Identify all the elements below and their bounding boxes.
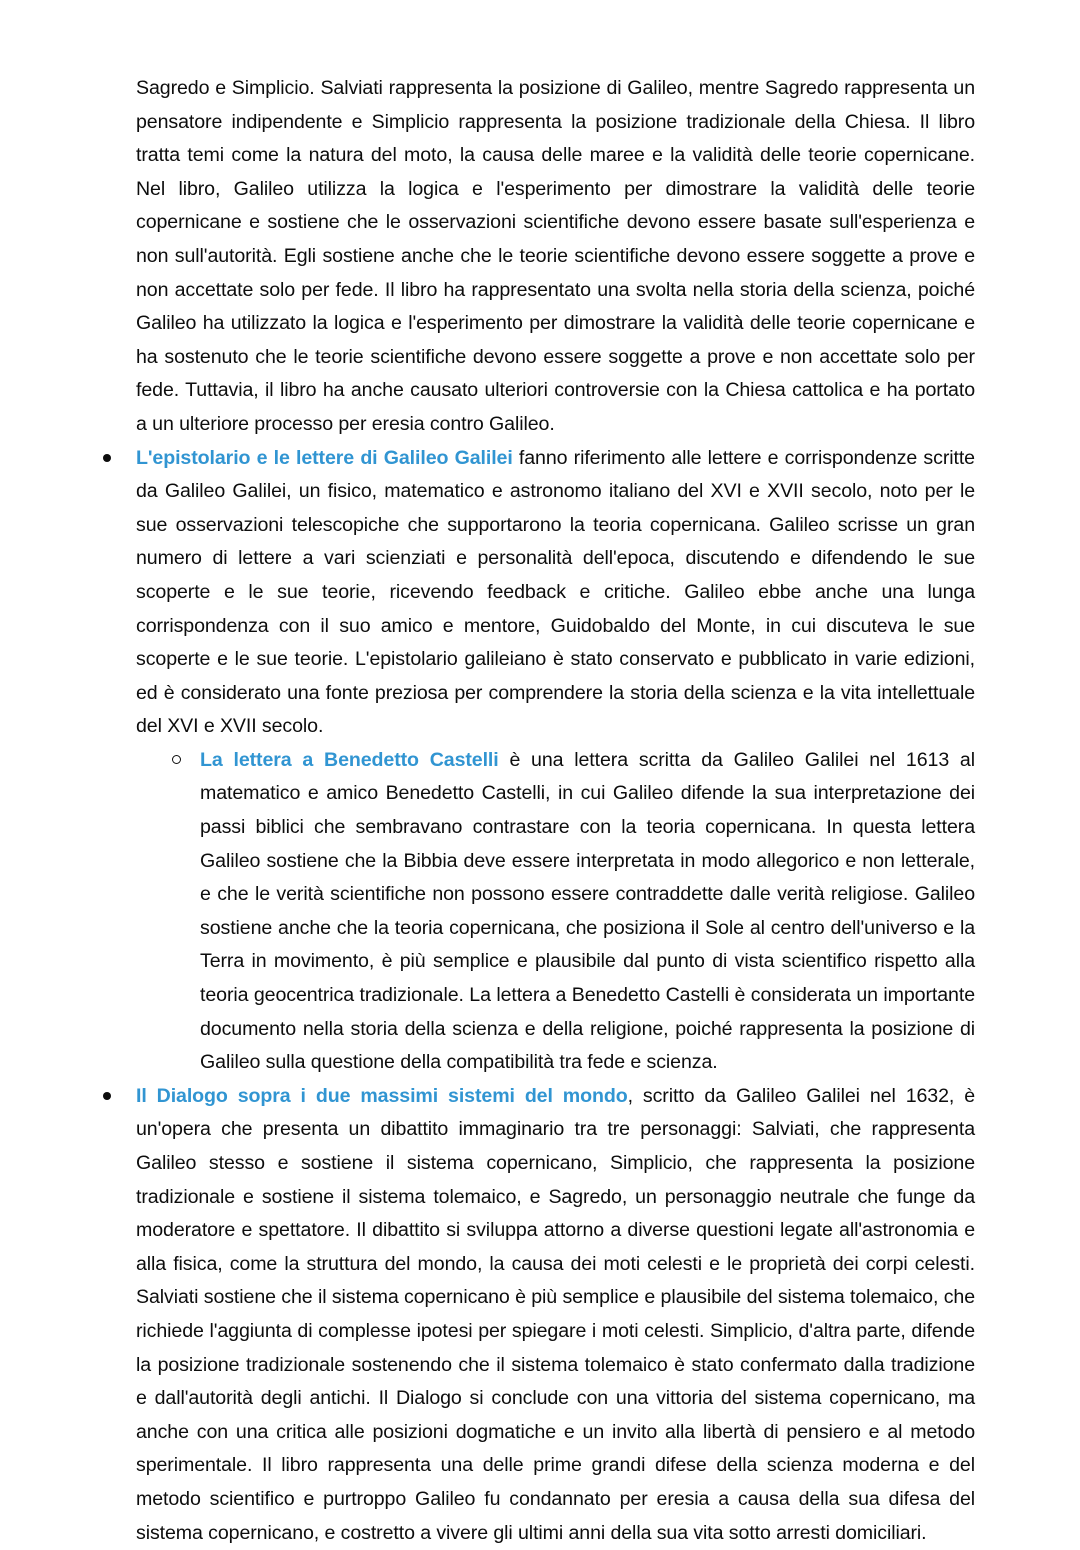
list-item-dialogo[interactable] [136, 1080, 975, 1550]
bullet-body-lettera-castelli: è una lettera scritta da Galileo Galilei nel 1613 al matematico e amico Benedetto Castelli, in cui Galileo difende la sua interpretazione dei passi biblici che sembravano contrastare con la teoria copernicana. In questa lettera Galileo sostiene che la Bibbia deve essere interpretata in modo allegorico e non letterale, e che le verità scientifiche non possono essere contraddette dalle verità religiose. Galileo sostiene anche che la teoria copernicana, che posiziona il Sole al centro dell'universo e la Terra in movimento, è più semplice e plausibile dal punto di vista scientifico rispetto alla teoria geocentrica tradizionale. La lettera a Benedetto Castelli è considerata un importante documento nella storia della scienza e della religione, poiché rappresenta la posizione di Galileo sulla questione della compatibilità tra fede e scienza. [200, 748, 975, 1074]
list-item-epistolario[interactable] [136, 442, 975, 744]
bullet-heading-lettera-castelli: La lettera a Benedetto Castelli [200, 748, 499, 771]
bullet-list-level-2-castelli [136, 744, 975, 1080]
list-item-text [136, 1080, 975, 1550]
bullet-heading-epistolario: L'epistolario e le lettere di Galileo Galilei [136, 446, 513, 469]
list-item-text [200, 744, 975, 1080]
list-item-lettera-castelli[interactable] [136, 744, 975, 1080]
document-body [136, 72, 975, 1550]
bullet-disc-icon [103, 454, 111, 462]
list-item-text [136, 442, 975, 744]
bullet-body-epistolario: fanno riferimento alle lettere e corrispondenze scritte da Galileo Galilei, un fisico, matematico e astronomo italiano del XVI e XVII secolo, noto per le sue osservazioni telescopiche che supportarono la teoria copernicana. Galileo scrisse un gran numero di lettere a vari scienziati e personalità dell'epoca, discutendo e difendendo le sue scoperte e le sue teorie, ricevendo feedback e critiche. Galileo ebbe anche una lunga corrispondenza con il suo amico e mentore, Guidobaldo del Monte, in cui discuteva le sue scoperte e le sue teorie. L'epistolario galileiano è stato conservato e pubblicato in varie edizioni, ed è considerato una fonte preziosa per comprendere la storia della scienza e la vita intellettuale del XVI e XVII secolo. [136, 446, 975, 738]
bullet-disc-icon [103, 1092, 111, 1100]
continuation-paragraph: Sagredo e Simplicio. Salviati rappresenta la posizione di Galileo, mentre Sagredo rappresenta un pensatore indipendente e Simplicio rappresenta la posizione tradizionale della Chiesa. Il libro tratta temi come la natura del moto, la causa delle maree e la validità delle teorie copernicane. Nel libro, Galileo utilizza la logica e l'esperimento per dimostrare la validità delle teorie copernicane e sostiene che le osservazioni scientifiche devono essere basate sull'esperienza e non sull'autorità. Egli sostiene anche che le teorie scientifiche devono essere soggette a prove e non accettate solo per fede. Il libro ha rappresentato una svolta nella storia della scienza, poiché Galileo ha utilizzato la logica e l'esperimento per dimostrare la validità delle teorie copernicane e ha sostenuto che le teorie scientifiche devono essere soggette a prove e non accettate solo per fede. Tuttavia, il libro ha anche causato ulteriori controversie con la Chiesa cattolica e ha portato a un ulteriore processo per eresia contro Galileo. [136, 77, 975, 435]
bullet-list-level-1-dialogo [136, 1080, 975, 1550]
bullet-ring-icon [172, 755, 181, 764]
bullet-body-dialogo: , scritto da Galileo Galilei nel 1632, è un'opera che presenta un dibattito immaginario tra tre personaggi: Salviati, che rappresenta Galileo stesso e sostiene il sistema copernicano, Simplicio, che rappresenta la posizione tradizionale e sostiene il sistema tolemaico, e Sagredo, un personaggio neutrale che funge da moderatore e spettatore. Il dibattito si sviluppa attorno a diverse questioni legate all'astronomia e alla fisica, come la struttura del mondo, la causa dei moti celesti e le proprietà dei corpi celesti. Salviati sostiene che il sistema copernicano è più semplice e plausibile del sistema tolemaico, che richiede l'aggiunta di complesse ipotesi per spiegare i moti celesti. Simplicio, d'altra parte, difende la posizione tradizionale sostenendo che il sistema tolemaico è stato confermato dalla tradizione e dall'autorità degli antichi. Il Dialogo si conclude con una vittoria del sistema copernicano, ma anche con una critica alle posizioni dogmatiche e un invito alla libertà di pensiero e al metodo sperimentale. Il libro rappresenta una delle prime grandi difese della scienza moderna e del metodo scientifico e purtroppo Galileo fu condannato per eresia a causa della sua difesa del sistema copernicano, e costretto a vivere gli ultimi anni della sua vita sotto arresti domiciliari. [136, 1084, 975, 1544]
bullet-heading-dialogo: Il Dialogo sopra i due massimi sistemi del mondo [136, 1084, 628, 1107]
bullet-list-level-1-epistolario [136, 442, 975, 744]
